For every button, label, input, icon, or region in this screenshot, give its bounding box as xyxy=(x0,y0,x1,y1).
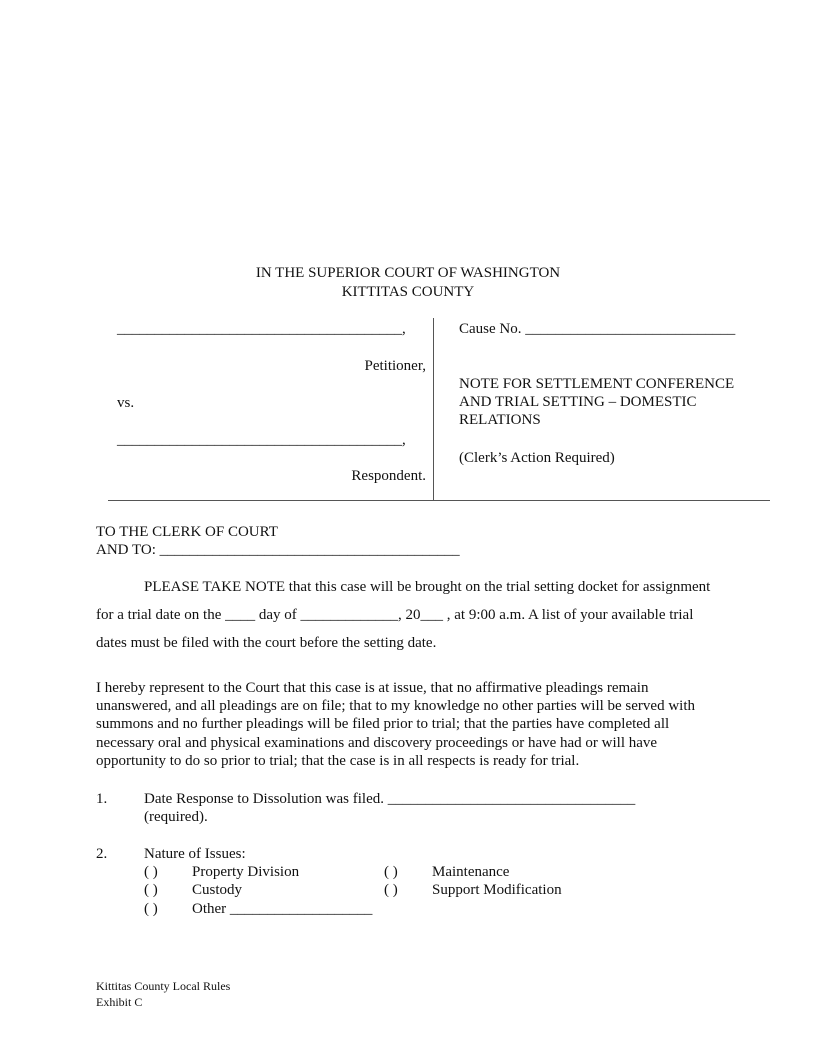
checkbox-custody[interactable]: ( ) xyxy=(144,882,158,898)
caption-bottom-rule xyxy=(108,500,770,501)
notice-line-2: for a trial date on the ____ day of _____________, 20___ , at 9:00 a.m. A list of your available trial xyxy=(96,607,694,623)
petitioner-name-line: ______________________________________, xyxy=(117,321,406,337)
checkbox-other[interactable]: ( ) xyxy=(144,901,158,917)
petitioner-label: Petitioner, xyxy=(364,358,426,374)
representation-line-4: necessary oral and physical examinations and discovery proceedings or have had or will have xyxy=(96,735,658,751)
caption-vertical-divider xyxy=(433,318,434,500)
document-title-line1: NOTE FOR SETTLEMENT CONFERENCE xyxy=(459,376,735,392)
county-name: KITTITAS COUNTY xyxy=(341,284,475,300)
footer-exhibit: Exhibit C xyxy=(96,995,143,1009)
item-2-nature-of-issues: Nature of Issues: xyxy=(144,846,246,862)
document-title-line2: AND TRIAL SETTING – DOMESTIC xyxy=(459,394,697,410)
footer-local-rules: Kittitas County Local Rules xyxy=(96,979,231,993)
item-1-required: (required). xyxy=(144,809,208,825)
notice-line-1: PLEASE TAKE NOTE that this case will be brought on the trial setting docket for assignment xyxy=(144,579,711,595)
label-property-division: Property Division xyxy=(192,864,300,880)
label-custody: Custody xyxy=(192,882,243,898)
label-maintenance: Maintenance xyxy=(432,864,510,880)
court-name: IN THE SUPERIOR COURT OF WASHINGTON xyxy=(255,265,561,281)
representation-line-1: I hereby represent to the Court that this case is at issue, that no affirmative pleadings remain xyxy=(96,680,649,696)
versus-label: vs. xyxy=(117,395,135,411)
label-support-modification: Support Modification xyxy=(432,882,562,898)
and-to-line: AND TO: ________________________________________ xyxy=(96,542,460,558)
label-other: Other ___________________ xyxy=(192,901,373,917)
notice-line-3: dates must be filed with the court before the setting date. xyxy=(96,635,437,651)
respondent-label: Respondent. xyxy=(351,468,426,484)
representation-line-2: unanswered, and all pleadings are on file; that to my knowledge no other parties will be served with xyxy=(96,698,695,714)
document-title-line3: RELATIONS xyxy=(459,412,541,428)
to-clerk-line: TO THE CLERK OF COURT xyxy=(96,524,278,540)
item-2-number: 2. xyxy=(96,846,108,862)
item-1-number: 1. xyxy=(96,791,108,807)
representation-line-3: summons and no further pleadings will be filed prior to trial; that the parties have completed all xyxy=(96,716,670,732)
item-1-response-date: Date Response to Dissolution was filed. _________________________________ xyxy=(144,791,636,807)
cause-number: Cause No. ____________________________ xyxy=(459,321,736,337)
checkbox-property-division[interactable]: ( ) xyxy=(144,864,158,880)
checkbox-support-modification[interactable]: ( ) xyxy=(384,882,398,898)
checkbox-maintenance[interactable]: ( ) xyxy=(384,864,398,880)
respondent-name-line: ______________________________________, xyxy=(117,432,406,448)
clerk-action-note: (Clerk’s Action Required) xyxy=(459,450,615,466)
representation-line-5: opportunity to do so prior to trial; that the case is in all respects is ready for trial. xyxy=(96,753,580,769)
